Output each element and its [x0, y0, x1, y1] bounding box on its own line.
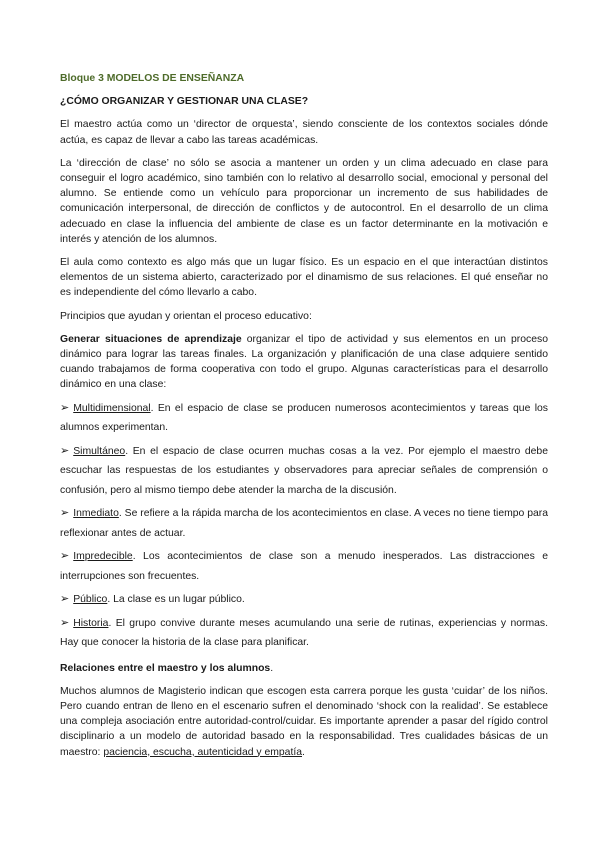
bullet-text: . La clase es un lugar público.	[107, 594, 245, 606]
list-item	[60, 614, 548, 653]
arrow-bullet-icon: ➢	[60, 444, 70, 457]
teacher-students-text: Muchos alumnos de Magisterio indican que escogen esta carrera porque les gusta ‘cuidar’ de los niños. Pero cuando entran de lleno en el escenario sufren el denominado ‘shock con la realidad’. Se establece una compleja asociación entre autoridad-control/cuidar. Es importante aprender a pasar del rígido control disciplinario a un modelo de autoridad basado en la responsabilidad. Tres cualidades básicas de un maestro:	[60, 685, 548, 758]
learning-situations-text: organizar el tipo de actividad y sus elementos en un proceso dinámico para lograr las tareas finales. La organización y planificación de una clase adquiere sentido cuando trabajamos de forma cooperativa con todo el grupo. Algunas características para el desarrollo dinámico en una clase:	[60, 333, 548, 391]
bullet-term: Inmediato	[73, 508, 119, 520]
list-item	[60, 590, 548, 610]
bullet-text: . En el espacio de clase ocurren muchas cosas a la vez. Por ejemplo el maestro debe escuchar las respuestas de los estudiantes y observadores para apreciar señales de comprensión o confusión, pero al mismo tiempo debe atender la marcha de la discusión.	[60, 445, 548, 496]
bullet-text: . En el espacio de clase se producen numerosos acontecimientos y tareas que los alumnos experimentan.	[60, 402, 548, 434]
list-item	[60, 504, 548, 543]
arrow-bullet-icon: ➢	[60, 616, 70, 629]
document-content	[60, 71, 548, 760]
arrow-bullet-icon: ➢	[60, 401, 70, 414]
teacher-students-end: .	[302, 746, 305, 758]
learning-situations-term: Generar situaciones de aprendizaje	[60, 333, 242, 345]
arrow-bullet-icon: ➢	[60, 507, 70, 520]
paragraph-class-direction: La ‘dirección de clase’ no sólo se asocia a mantener un orden y un clima adecuado en clase para conseguir el logro académico, sino también con lo relativo al desarrollo social, emocional y personal del alumno. Se entiende como un vehículo para proporcionar un incremento de sus habilidades de comunicación interpersonal, de dirección de conflictos y de autocontrol. En el desarrollo de un clima adecuado en clase la influencia del ambiente de clase es un factor determinante en la motivación e interés y atención de los alumnos.	[60, 157, 548, 245]
arrow-bullet-icon: ➢	[60, 593, 70, 606]
paragraph-orchestra: El maestro actúa como un ‘director de orquesta’, siendo consciente de los contextos sociales dónde actúa, es capaz de llevar a cabo las tareas académicas.	[60, 119, 548, 146]
arrow-bullet-icon: ➢	[60, 550, 70, 563]
bullet-term: Público	[73, 594, 108, 606]
teacher-qualities: paciencia, escucha, autenticidad y empatía	[103, 746, 303, 758]
bullet-term: Impredecible	[73, 551, 133, 563]
section-title: Bloque 3 MODELOS DE ENSEÑANZA	[60, 73, 245, 84]
paragraph-teacher-students	[60, 684, 548, 760]
bullet-text: . El grupo convive durante meses acumulando una serie de rutinas, experiencias y normas. Hay que conocer la historia de la clase para planificar.	[60, 617, 548, 649]
paragraph-classroom-context: El aula como contexto es algo más que un lugar físico. Es un espacio en el que interactúan distintos elementos de un sistema abierto, caracterizado por el dinamismo de sus relaciones. El qué enseñar no es independiente del cómo llevarlo a cabo.	[60, 257, 548, 299]
relations-title: Relaciones entre el maestro y los alumnos	[60, 662, 271, 674]
list-item	[60, 547, 548, 586]
paragraph-principles: Principios que ayudan y orientan el proceso educativo:	[60, 310, 312, 322]
paragraph-learning-situations	[60, 332, 548, 393]
bullet-text: . Se refiere a la rápida marcha de los acontecimientos en clase. A veces no tiene tiempo para reflexionar antes de actuar.	[60, 508, 549, 539]
bullet-term: Simultáneo	[73, 445, 126, 457]
list-item	[60, 442, 548, 501]
list-item	[60, 399, 548, 438]
relations-heading	[60, 661, 548, 676]
question-heading: ¿CÓMO ORGANIZAR Y GESTIONAR UNA CLASE?	[60, 96, 309, 108]
relations-title-dot: .	[270, 662, 274, 674]
bullet-text: . Los acontecimientos de clase son a menudo inesperados. Las distracciones e interrupciones son frecuentes.	[60, 551, 548, 582]
bullet-term: Multidimensional	[73, 402, 151, 414]
characteristics-list	[60, 399, 548, 653]
bullet-term: Historia	[73, 617, 109, 629]
